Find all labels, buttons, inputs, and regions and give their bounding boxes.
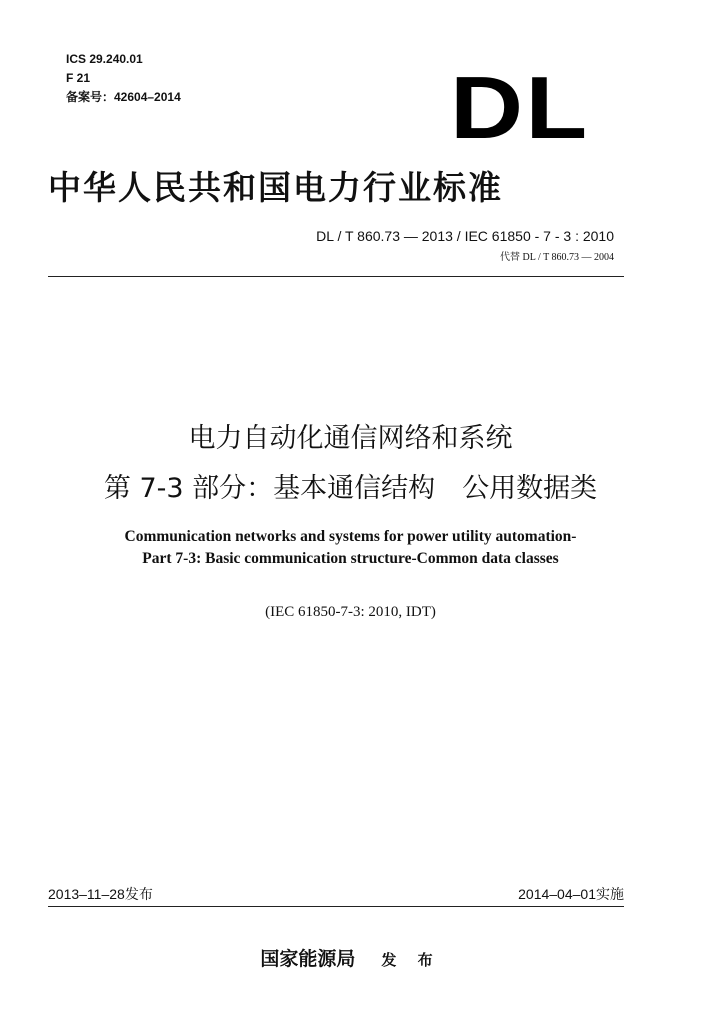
filing-number: 备案号：42604–2014 — [66, 90, 181, 104]
issue-date: 2013–11–28发布 — [48, 886, 153, 902]
replaces-code: 代替 DL / T 860.73 — 2004 — [500, 252, 614, 263]
footer-divider — [48, 906, 624, 907]
title-english-line2: Part 7-3: Basic communication structure-Common data classes — [142, 550, 559, 567]
standard-code: DL / T 860.73 — 2013 / IEC 61850 - 7 - 3 : 2010 — [316, 228, 614, 244]
ics-code: ICS 29.240.01 — [66, 52, 143, 66]
title-chinese-line1: 电力自动化通信网络和系统 — [188, 423, 513, 454]
title-english-line1: Communication networks and systems for power utility automation- — [124, 528, 577, 545]
classification-code: F 21 — [66, 71, 91, 85]
header-divider — [48, 276, 624, 277]
dl-logo: DL — [450, 58, 590, 157]
iec-reference: (IEC 61850-7-3: 2010, IDT) — [265, 604, 436, 620]
publish-word: 发 布 — [381, 951, 441, 969]
title-chinese-line2: 第 7-3 部分：基本通信结构 公用数据类 — [103, 473, 598, 504]
standard-type-title: 中华人民共和国电力行业标准 — [48, 168, 503, 207]
publisher-line — [0, 944, 701, 971]
implementation-date: 2014–04–01实施 — [518, 886, 624, 902]
publisher-name: 国家能源局 — [260, 948, 356, 970]
